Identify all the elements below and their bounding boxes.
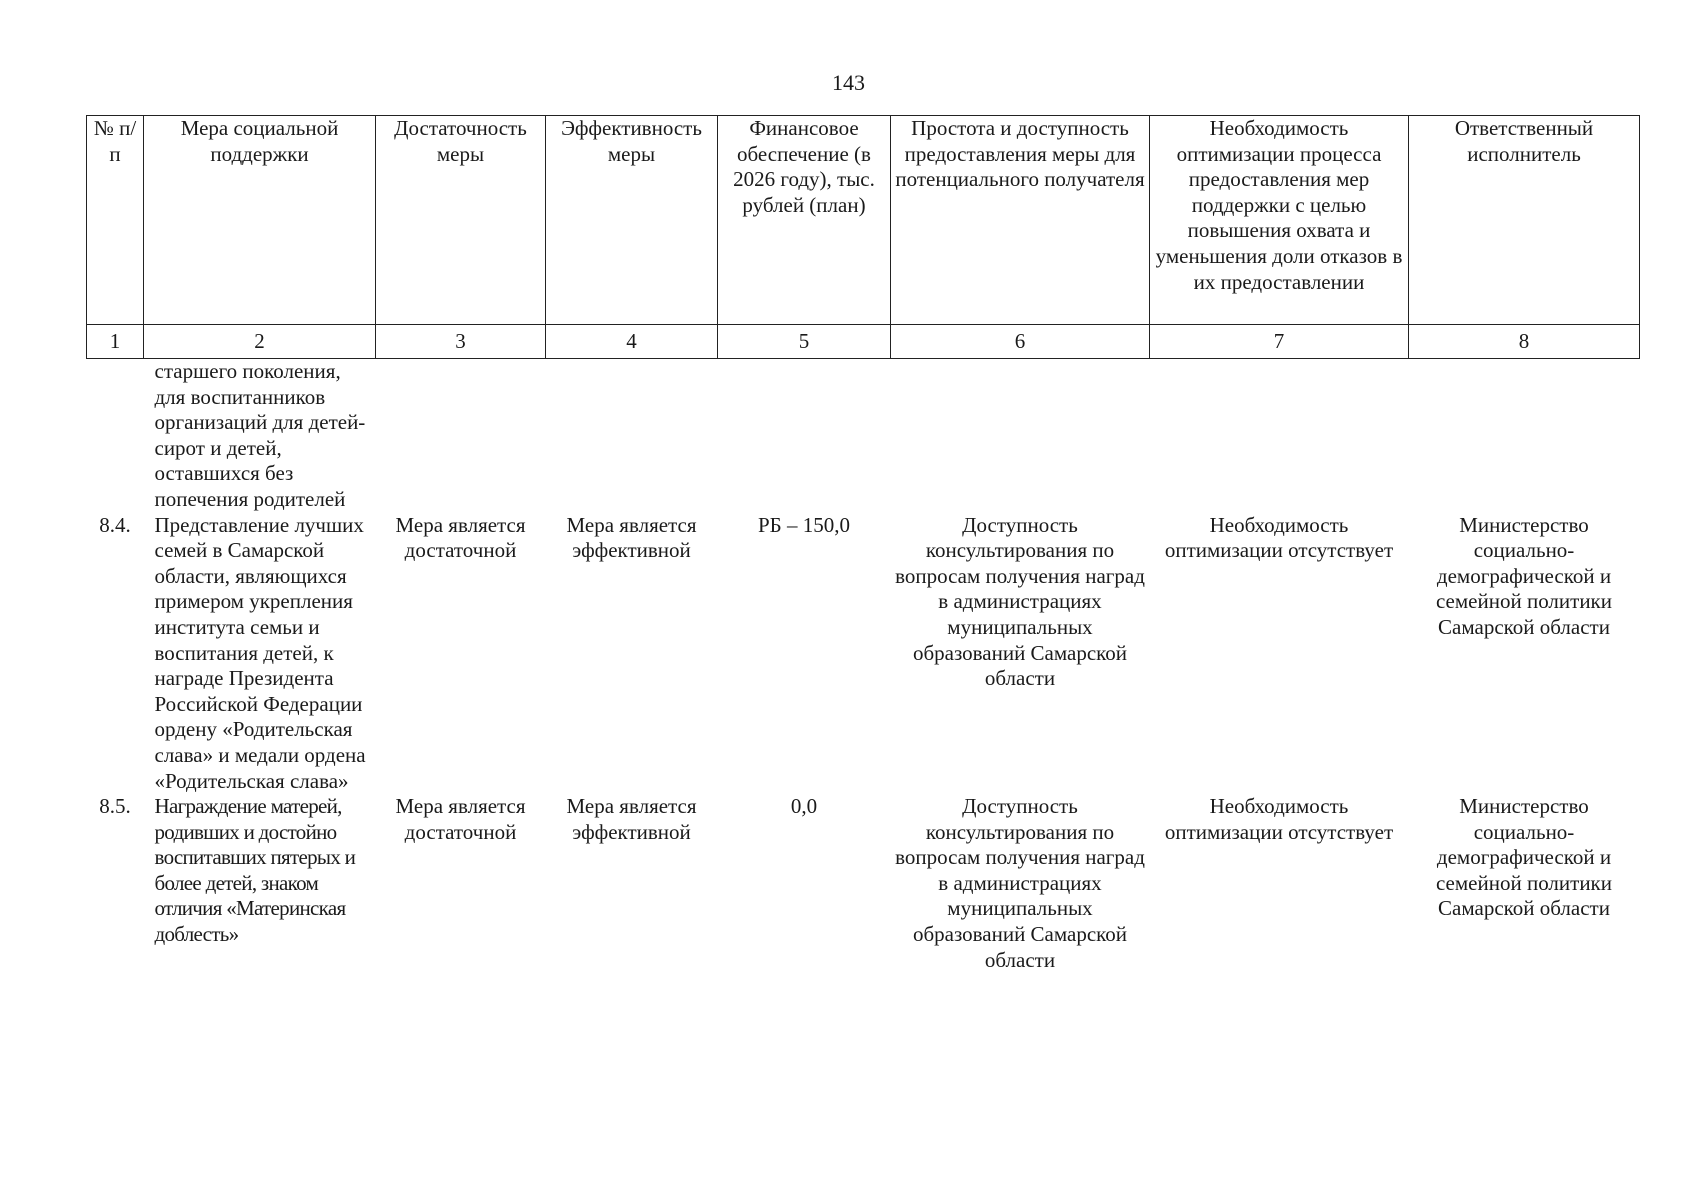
optimization-cell: Необходимость оптимизации отсутствует [1164, 512, 1394, 563]
measure-cell: Награждение матерей, родивших и достойно воспитавших пятерых и более детей, знаком отличия «Материнская доблесть» [154, 794, 356, 947]
sufficiency-cell: Мера является достаточной [395, 512, 526, 563]
social-support-table [86, 115, 1640, 973]
row-number: 8.5. [99, 794, 131, 819]
column-number: 5 [718, 325, 891, 359]
table-row [87, 513, 1640, 795]
column-number: 3 [376, 325, 546, 359]
header-row [87, 116, 1640, 325]
measure-cell: Представление лучших семей в Самарской области, являющихся примером укрепления института семьи и воспитания детей, к награде Президента Российской Федерации ордену «Родительская слава» и медали ордена «Родительская слава» [154, 512, 366, 793]
header-financing: Финансовое обеспечение (в 2026 году), тыс. рублей (план) [718, 116, 891, 325]
continuation-text: старшего поколения, для воспитанников организаций для детей-сирот и детей, оставшихся без попечения родителей [154, 359, 366, 511]
optimization-cell: Необходимость оптимизации отсутствует [1164, 794, 1394, 844]
row-number: 8.4. [99, 512, 131, 537]
header-measure: Мера социальной поддержки [144, 116, 376, 325]
financing-cell: 0,0 [790, 794, 818, 819]
header-sufficiency: Достаточность меры [376, 116, 546, 325]
page-number: 143 [832, 70, 865, 95]
column-number: 4 [546, 325, 718, 359]
header-effectiveness: Эффективность меры [546, 116, 718, 325]
effectiveness-cell: Мера является эффективной [566, 794, 697, 844]
accessibility-cell: Доступность консультирования по вопросам получения наград в администрациях муниципальных образований Самарской области [895, 512, 1145, 691]
header-accessibility: Простота и доступность предоставления меры для потенциального получателя [891, 116, 1150, 325]
executor-cell: Министерство социально-демографической и семейной политики Самарской области [1435, 512, 1612, 639]
accessibility-cell: Доступность консультирования по вопросам получения наград в администрациях муниципальных образований Самарской области [895, 794, 1145, 972]
header-optimization: Необходимость оптимизации процесса предоставления мер поддержки с целью повышения охвата и уменьшения доли отказов в их предоставлении [1150, 116, 1409, 325]
column-number: 8 [1409, 325, 1640, 359]
column-number: 1 [87, 325, 144, 359]
sufficiency-cell: Мера является достаточной [395, 794, 526, 844]
header-num: № п/п [87, 116, 144, 325]
header-executor: Ответственный исполнитель [1409, 116, 1640, 325]
column-number: 7 [1150, 325, 1409, 359]
financing-cell: РБ – 150,0 [758, 512, 850, 537]
table-row [87, 794, 1640, 973]
continuation-row [87, 359, 1640, 513]
executor-cell: Министерство социально-демографической и семейной политики Самарской области [1435, 794, 1612, 921]
effectiveness-cell: Мера является эффективной [566, 512, 697, 563]
column-number: 2 [144, 325, 376, 359]
column-number-row [87, 325, 1640, 359]
column-number: 6 [891, 325, 1150, 359]
